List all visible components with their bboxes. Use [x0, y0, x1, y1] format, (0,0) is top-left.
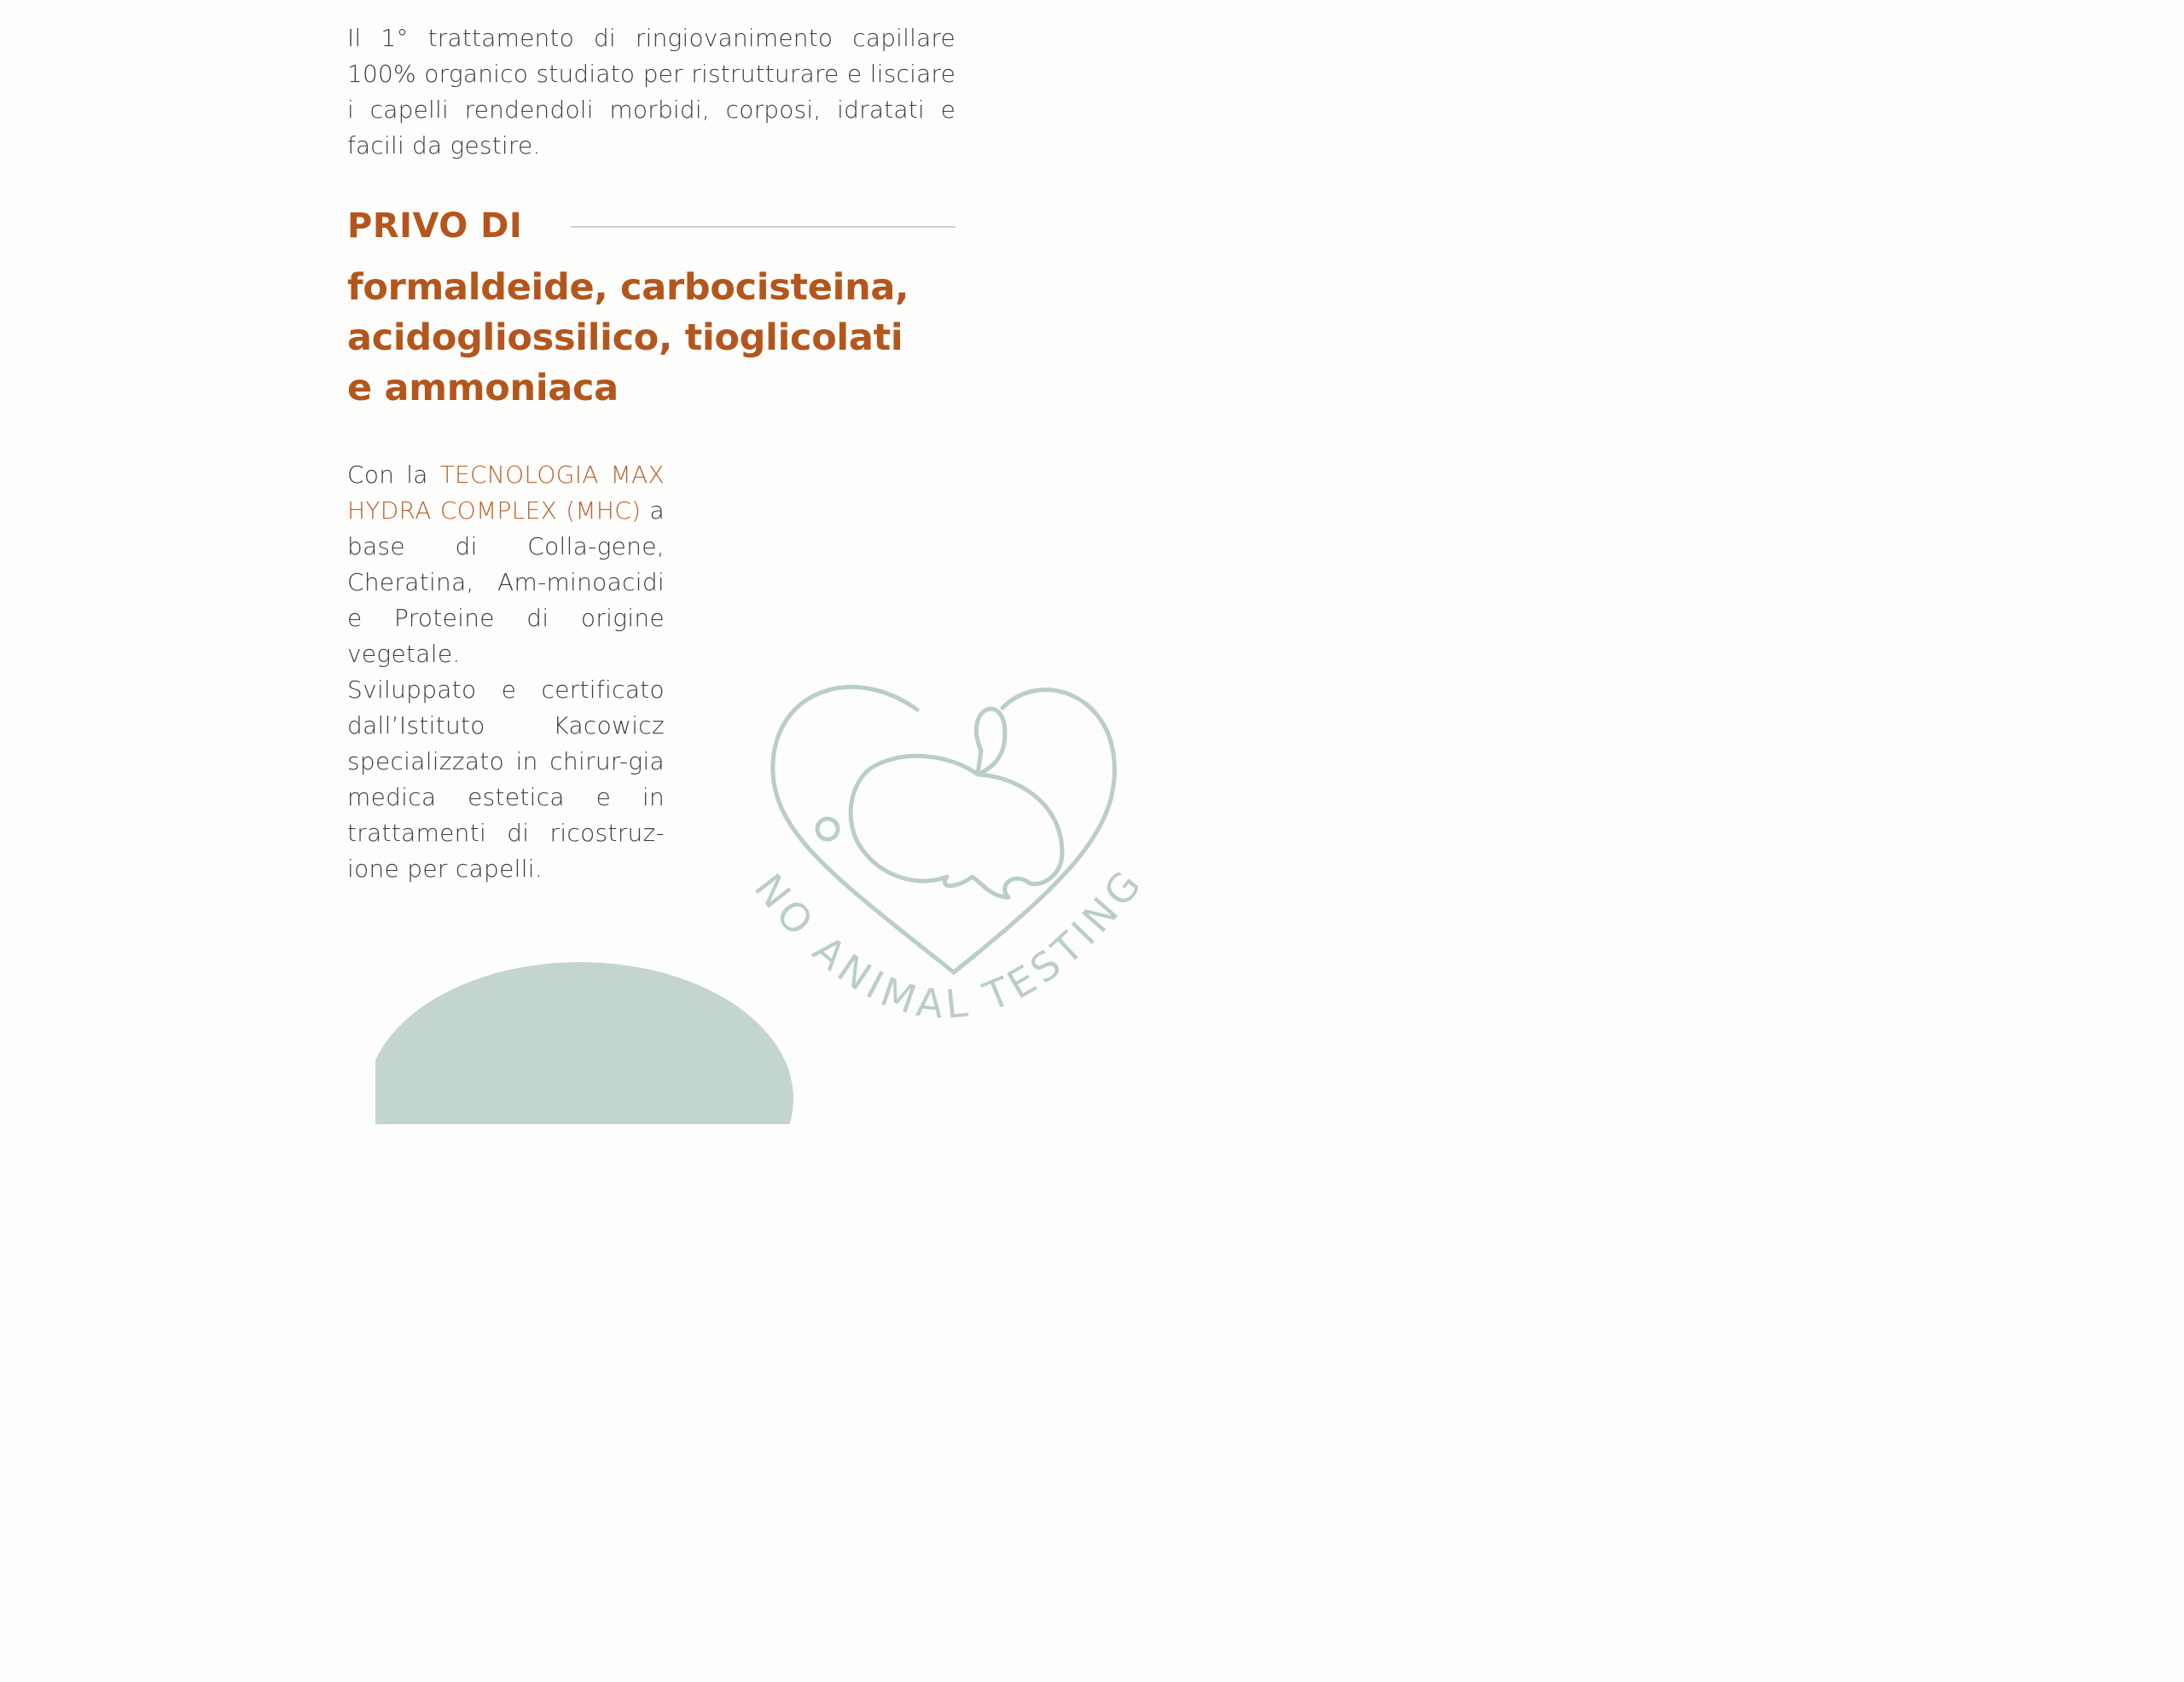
- badge-label-path: NO ANIMAL TESTING: [745, 858, 1153, 1028]
- rabbit-eye-icon: [817, 819, 838, 839]
- privo-header: [347, 206, 956, 249]
- decorative-shape: [375, 954, 802, 1124]
- privo-title: PRIVO DI: [347, 206, 523, 246]
- technology-suffix: a base di Colla-gene, Cheratina, Am-minoacidi e Proteine di origine vegetale.: [347, 496, 665, 668]
- technology-name: TECNOLOGIA MAX HYDRA COMPLEX (MHC): [347, 461, 665, 525]
- free-from-list: [347, 263, 961, 414]
- free-from-line: formaldeide, carbocisteina,: [347, 266, 909, 309]
- divider-line: [571, 226, 956, 228]
- rabbit-icon: [851, 709, 1062, 897]
- technology-prefix: Con la: [347, 461, 440, 489]
- intro-paragraph: Il 1° trattamento di ringiovanimento capillare 100% organico studiato per ristrutturare e lisciare i capelli rendendoli morbidi, corposi, idratati e facili da gestire.: [347, 24, 956, 160]
- certification-paragraph: Sviluppato e certificato dall’Istituto Kacowicz specializzato in chirur-gia medica estetica e in trattamenti di ricostruz-ione per capelli.: [347, 676, 665, 883]
- technology-paragraph: [347, 457, 665, 672]
- free-from-line: acidogliossilico, tioglicolati: [347, 316, 903, 359]
- free-from-line: e ammoniaca: [347, 367, 619, 409]
- technology-description: [347, 457, 665, 887]
